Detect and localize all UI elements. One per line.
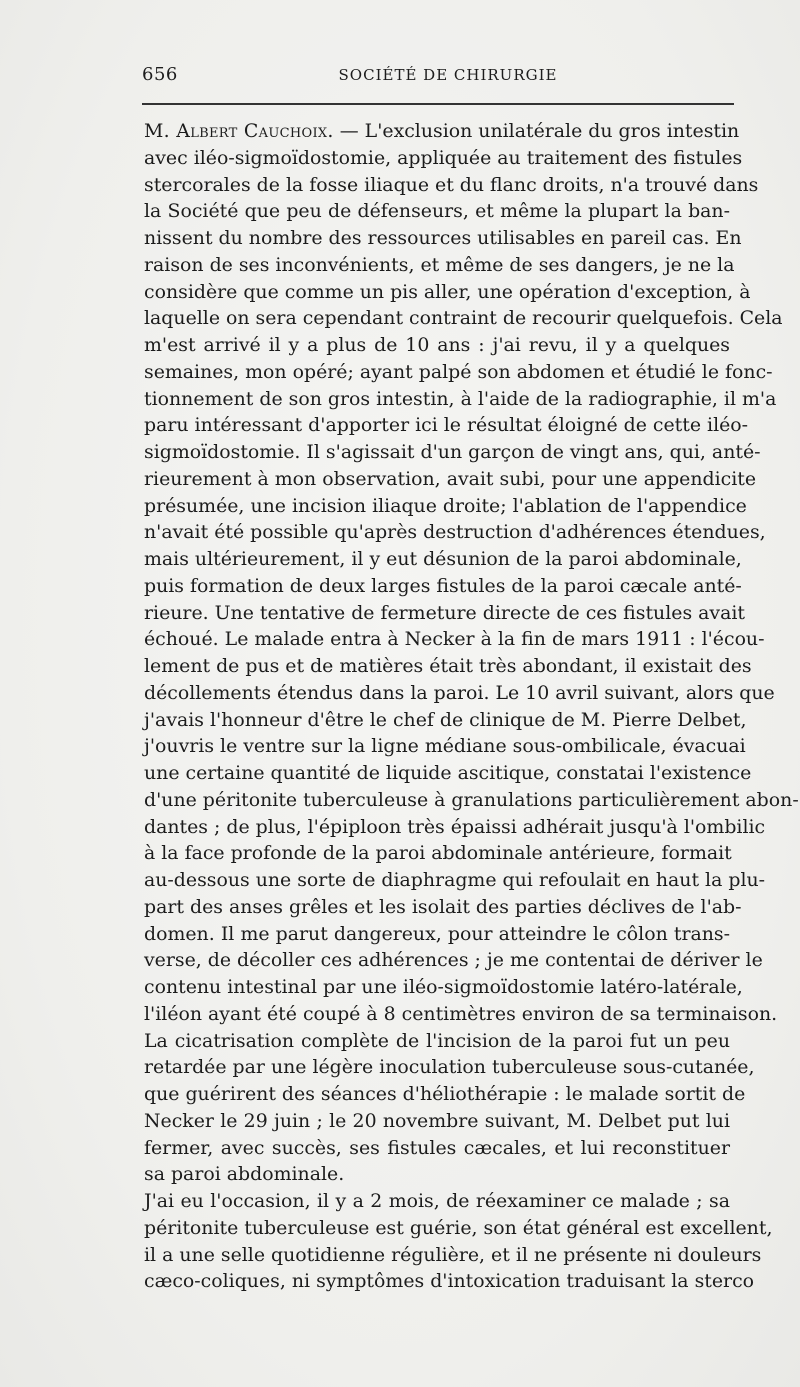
- text-line: à la face profonde de la paroi abdominale antérieure, formait: [144, 842, 732, 865]
- text-line: part des anses grêles et les isolait des parties déclives de l'ab-: [144, 895, 742, 918]
- text-line-content: — L'exclusion unilatérale du gros intestin: [339, 120, 740, 142]
- header-rule: [142, 103, 734, 105]
- text-line: n'avait été possible qu'après destruction d'adhérences étendues,: [144, 521, 766, 544]
- text-line: cæco-coliques, ni symptômes d'intoxication traduisant la sterco: [144, 1270, 755, 1293]
- text-line: contenu intestinal par une iléo-sigmoïdostomie latéro-latérale,: [144, 976, 743, 998]
- text-line: laquelle on sera cependant contraint de recourir quelquefois. Cela: [144, 307, 783, 330]
- text-line: paru intéressant d'apporter ici le résultat éloigné de cette iléo-: [144, 414, 749, 437]
- text-line: échoué. Le malade entra à Necker à la fin de mars 1911 : l'écou-: [144, 628, 765, 651]
- text-line: verse, de décoller ces adhérences ; je me contentai de dériver le: [144, 949, 763, 972]
- text-line: il a une selle quotidienne régulière, et il ne présente ni douleurs: [144, 1243, 762, 1266]
- text-line: fermer, avec succès, ses fistules cæcales, et lui reconstituer: [144, 1136, 730, 1159]
- text-line: mais ultérieurement, il y eut désunion de la paroi abdominale,: [144, 548, 742, 570]
- text-line: stercorales de la fosse iliaque et du flanc droits, n'a trouvé dans: [144, 173, 759, 196]
- text-line: La cicatrisation complète de l'incision de la paroi fut un peu: [144, 1029, 730, 1052]
- text-line: J'ai eu l'occasion, il y a 2 mois, de réexaminer ce malade ; sa: [144, 1190, 730, 1212]
- paragraph-1: [144, 118, 799, 1188]
- text-line: nissent du nombre des ressources utilisables en pareil cas. En: [144, 227, 742, 249]
- text-line: d'une péritonite tuberculeuse à granulations particulièrement abon-: [144, 788, 799, 811]
- text-line: j'ouvris le ventre sur la ligne médiane sous-ombilicale, évacuai: [144, 735, 746, 758]
- text-line: rieurement à mon observation, avait subi, pour une appendicite: [144, 467, 757, 490]
- text-line: avec iléo-sigmoïdostomie, appliquée au traitement des fistules: [144, 146, 743, 169]
- text-line: péritonite tuberculeuse est guérie, son état général est excellent,: [144, 1216, 773, 1239]
- author-name: M. Albert Cauchoix.: [144, 120, 334, 142]
- article-body: [144, 118, 799, 1295]
- text-line: m'est arrivé il y a plus de 10 ans : j'ai revu, il y a quelques: [144, 334, 730, 356]
- text-line: que guérirent des séances d'héliothérapie : le malade sortit de: [144, 1083, 746, 1105]
- journal-title: SOCIÉTÉ DE CHIRURGIE: [338, 66, 558, 84]
- text-line: au-dessous une sorte de diaphragme qui refoulait en haut la plu-: [144, 869, 766, 891]
- text-line: l'iléon ayant été coupé à 8 centimètres environ de sa terminaison.: [144, 1002, 778, 1025]
- paragraph-2: [144, 1188, 773, 1295]
- text-line: sa paroi abdominale.: [144, 1163, 345, 1186]
- text-line: la Société que peu de défenseurs, et même la plupart la ban-: [144, 200, 730, 223]
- text-line: décollements étendus dans la paroi. Le 10 avril suivant, alors que: [144, 681, 775, 704]
- text-line: semaines, mon opéré; ayant palpé son abdomen et étudié le fonc-: [144, 360, 773, 383]
- text-line: j'avais l'honneur d'être le chef de clinique de M. Pierre Delbet,: [144, 708, 747, 731]
- text-line: domen. Il me parut dangereux, pour atteindre le côlon trans-: [144, 922, 730, 945]
- text-line: puis formation de deux larges fistules de la paroi cæcale anté-: [144, 574, 742, 597]
- text-line: tionnement de son gros intestin, à l'aide de la radiographie, il m'a: [144, 387, 777, 410]
- text-line: [144, 118, 740, 145]
- text-line: sigmoïdostomie. Il s'agissait d'un garçon de vingt ans, qui, anté-: [144, 441, 761, 463]
- text-line: une certaine quantité de liquide ascitique, constatai l'existence: [144, 762, 752, 784]
- text-line: considère que comme un pis aller, une opération d'exception, à: [144, 280, 751, 303]
- text-line: rieure. Une tentative de fermeture directe de ces fistules avait: [144, 601, 745, 624]
- text-line: lement de pus et de matières était très abondant, il existait des: [144, 655, 752, 677]
- running-head: [142, 64, 732, 88]
- text-line: présumée, une incision iliaque droite; l'ablation de l'appendice: [144, 494, 747, 517]
- page-number: 656: [142, 64, 178, 85]
- text-line: Necker le 29 juin ; le 20 novembre suivant, M. Delbet put lui: [144, 1109, 730, 1132]
- text-line: retardée par une légère inoculation tuberculeuse sous-cutanée,: [144, 1056, 755, 1079]
- text-line: raison de ses inconvénients, et même de ses dangers, je ne la: [144, 253, 735, 276]
- text-line: dantes ; de plus, l'épiploon très épaissi adhérait jusqu'à l'ombilic: [144, 815, 766, 838]
